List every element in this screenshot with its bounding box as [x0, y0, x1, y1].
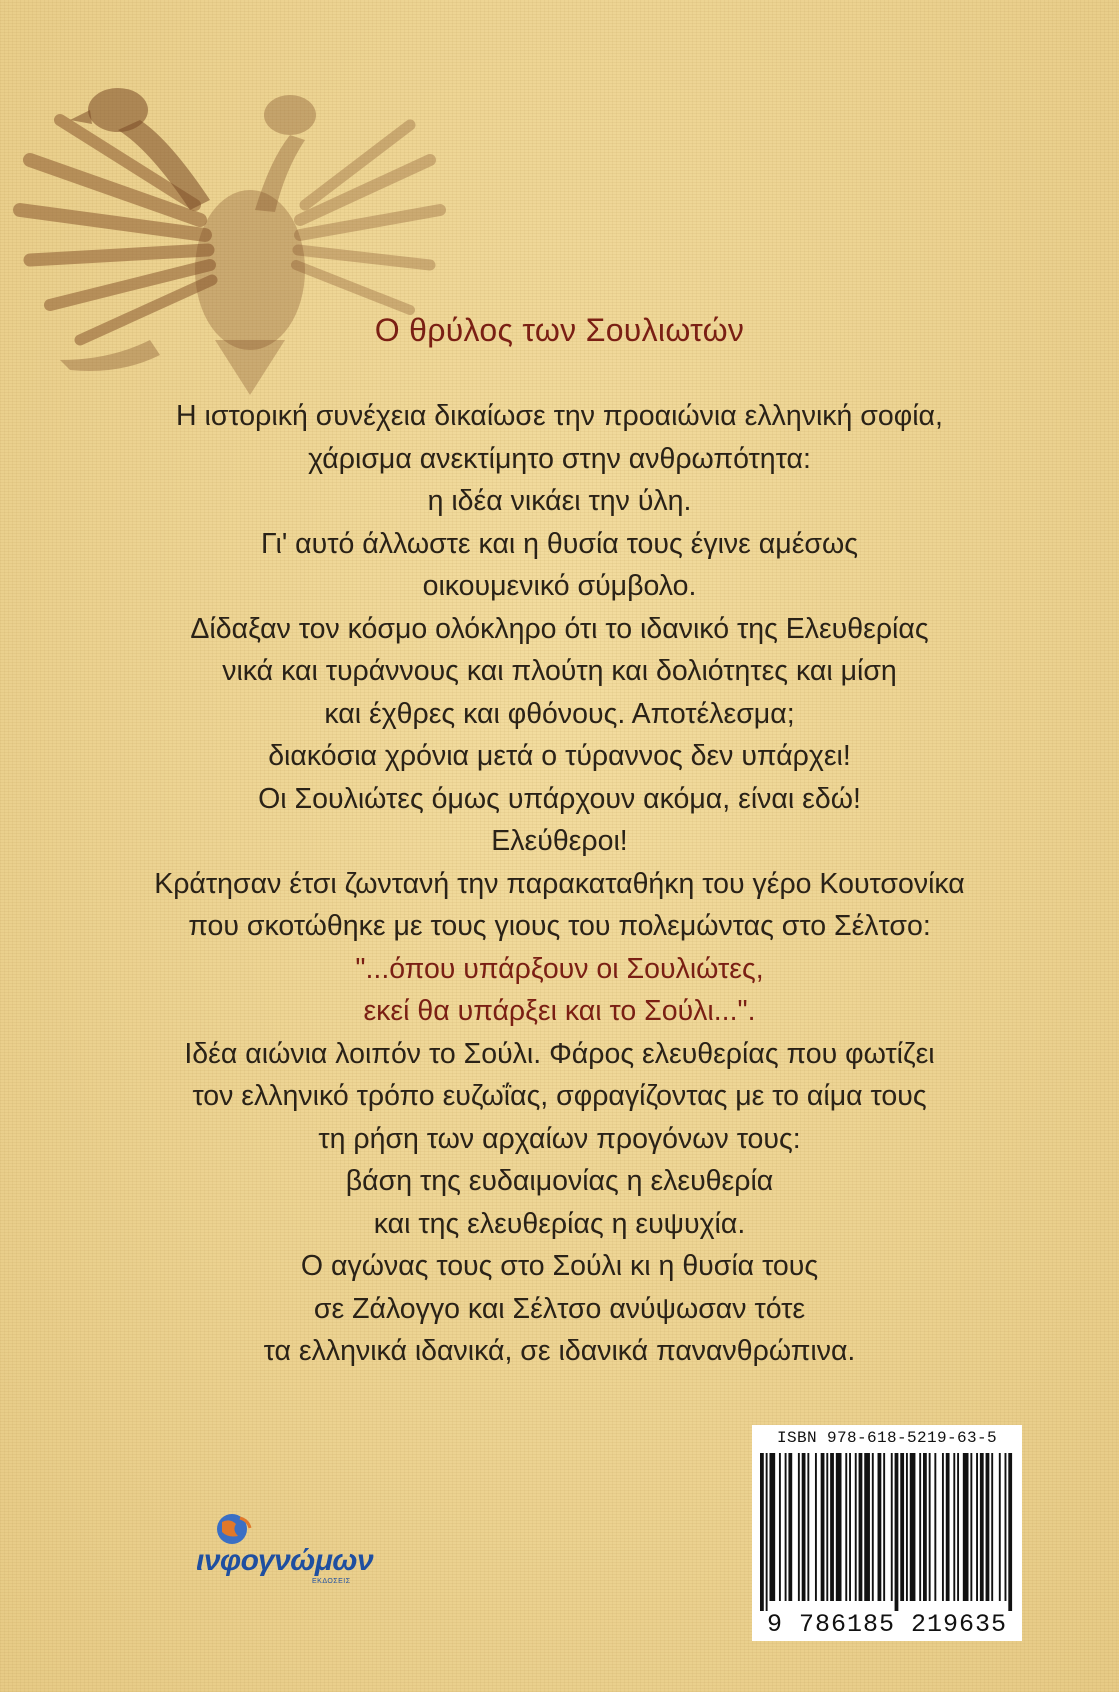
isbn-barcode — [752, 1425, 1022, 1641]
blurb-line: βάση της ευδαιμονίας η ελευθερία — [345, 1165, 774, 1197]
barcode-bar — [849, 1453, 851, 1601]
blurb-line: σε Ζάλογγο και Σέλτσο ανύψωσαν τότε — [313, 1292, 806, 1325]
barcode-bar — [919, 1453, 921, 1601]
barcode-bar — [980, 1453, 984, 1601]
barcode-bar — [802, 1453, 806, 1601]
isbn-label: ISBN 978-618-5219-63-5 — [776, 1429, 998, 1447]
blurb-line: νικά και τυράννους και πλούτη και δολιότητες και μίση — [222, 655, 897, 687]
blurb-line: τον ελληνικό τρόπο ευζωΐας, σφραγίζοντας με το αίμα τους — [192, 1080, 927, 1112]
blurb-line: και έχθρες και φθόνους. Αποτέλεσμα; — [324, 697, 795, 730]
blurb-line: τα ελληνικά ιδανικά, σε ιδανικά πανανθρώπινα. — [263, 1335, 856, 1367]
isbn-digits: 9 786185 219635 — [766, 1610, 1008, 1639]
barcode-bar — [942, 1453, 944, 1601]
blurb-line: η ιδέα νικάει την ύλη. — [427, 485, 692, 517]
quote-line: εκεί θα υπάρξει και το Σούλι...". — [363, 995, 756, 1027]
barcode-bar — [986, 1453, 990, 1601]
book-title: Ο θρύλος των Σουλιωτών — [374, 312, 745, 348]
globe-icon — [212, 1510, 252, 1546]
barcode-bar — [883, 1453, 885, 1601]
barcode-bar — [864, 1453, 870, 1601]
barcode-bar — [910, 1453, 916, 1601]
quote-line: "...όπου υπάρξουν οι Σουλιώτες, — [355, 952, 764, 985]
blurb-line: τη ρήση των αρχαίων προγόνων τους: — [318, 1122, 801, 1155]
blurb-text — [40, 395, 1079, 1373]
blurb-line: Οι Σουλιώτες όμως υπάρχουν ακόμα, είναι εδώ! — [258, 782, 861, 815]
blurb-line: διακόσια χρόνια μετά ο τύραννος δεν υπάρχει! — [268, 740, 851, 772]
barcode-bar — [963, 1453, 969, 1601]
barcode-bar — [760, 1453, 764, 1611]
barcode-bar — [900, 1453, 904, 1601]
barcode-bar — [872, 1453, 874, 1601]
blurb-line: Κράτησαν έτσι ζωντανή την παρακαταθήκη του γέρο Κουτσονίκα — [154, 867, 965, 900]
barcode-bar — [836, 1453, 842, 1601]
barcode-bar — [826, 1453, 828, 1601]
barcode-bar — [1008, 1453, 1012, 1611]
barcode-bar — [906, 1453, 908, 1601]
barcode-bar — [991, 1453, 993, 1601]
barcode-bar — [785, 1453, 787, 1601]
barcode-bar — [830, 1453, 834, 1601]
barcode-bar — [923, 1453, 927, 1601]
barcode-bar — [970, 1453, 972, 1601]
barcode-bar — [953, 1453, 955, 1601]
blurb-line: που σκοτώθηκε με τους γιους του πολεμώντας στο Σέλτσο: — [188, 910, 931, 942]
blurb-line: χάρισμα ανεκτίμητο στην ανθρωπότητα: — [308, 442, 811, 475]
barcode-bar — [769, 1453, 775, 1601]
blurb-line: Δίδαξαν τον κόσμο ολόκληρο ότι το ιδανικό της Ελευθερίας — [190, 612, 929, 645]
blurb-line: Γι' αυτό άλλωστε και η θυσία τους έγινε αμέσως — [261, 527, 858, 560]
barcode-icon — [760, 1453, 1014, 1611]
blurb-line: Ο αγώνας τους στο Σούλι κι η θυσία τους — [300, 1250, 819, 1282]
barcode-bar — [855, 1453, 857, 1601]
barcode-bar — [859, 1453, 863, 1601]
barcode-bar — [878, 1453, 882, 1601]
blurb-line: οικουμενικό σύμβολο. — [422, 570, 697, 602]
blurb-line: και της ελευθερίας η ευψυχία. — [373, 1207, 746, 1240]
barcode-bar — [934, 1453, 936, 1601]
publisher-logo: ινφογνώμων — [196, 1544, 374, 1577]
barcode-bar — [807, 1453, 809, 1601]
barcode-bar — [946, 1453, 950, 1601]
barcode-bar — [891, 1453, 893, 1601]
barcode-bar — [957, 1453, 959, 1601]
barcode-bar — [798, 1453, 800, 1601]
barcode-bar — [845, 1453, 847, 1601]
barcode-bar — [815, 1453, 817, 1601]
barcode-bar — [999, 1453, 1001, 1601]
blurb-line: Ελεύθεροι! — [491, 825, 628, 857]
barcode-bar — [821, 1453, 825, 1601]
barcode-bar — [929, 1453, 931, 1601]
publisher-sub: ΕΚΔΟΣΕΙΣ — [312, 1578, 351, 1585]
barcode-bar — [976, 1453, 978, 1601]
blurb-line: Η ιστορική συνέχεια δικαίωσε την προαιώνια ελληνική σοφία, — [176, 400, 943, 432]
barcode-bar — [766, 1453, 768, 1611]
barcode-bar — [779, 1453, 781, 1601]
blurb-line: Ιδέα αιώνια λοιπόν το Σούλι. Φάρος ελευθερίας που φωτίζει — [184, 1037, 935, 1070]
barcode-bar — [895, 1453, 899, 1611]
barcode-bar — [1005, 1453, 1007, 1601]
barcode-bar — [788, 1453, 792, 1601]
